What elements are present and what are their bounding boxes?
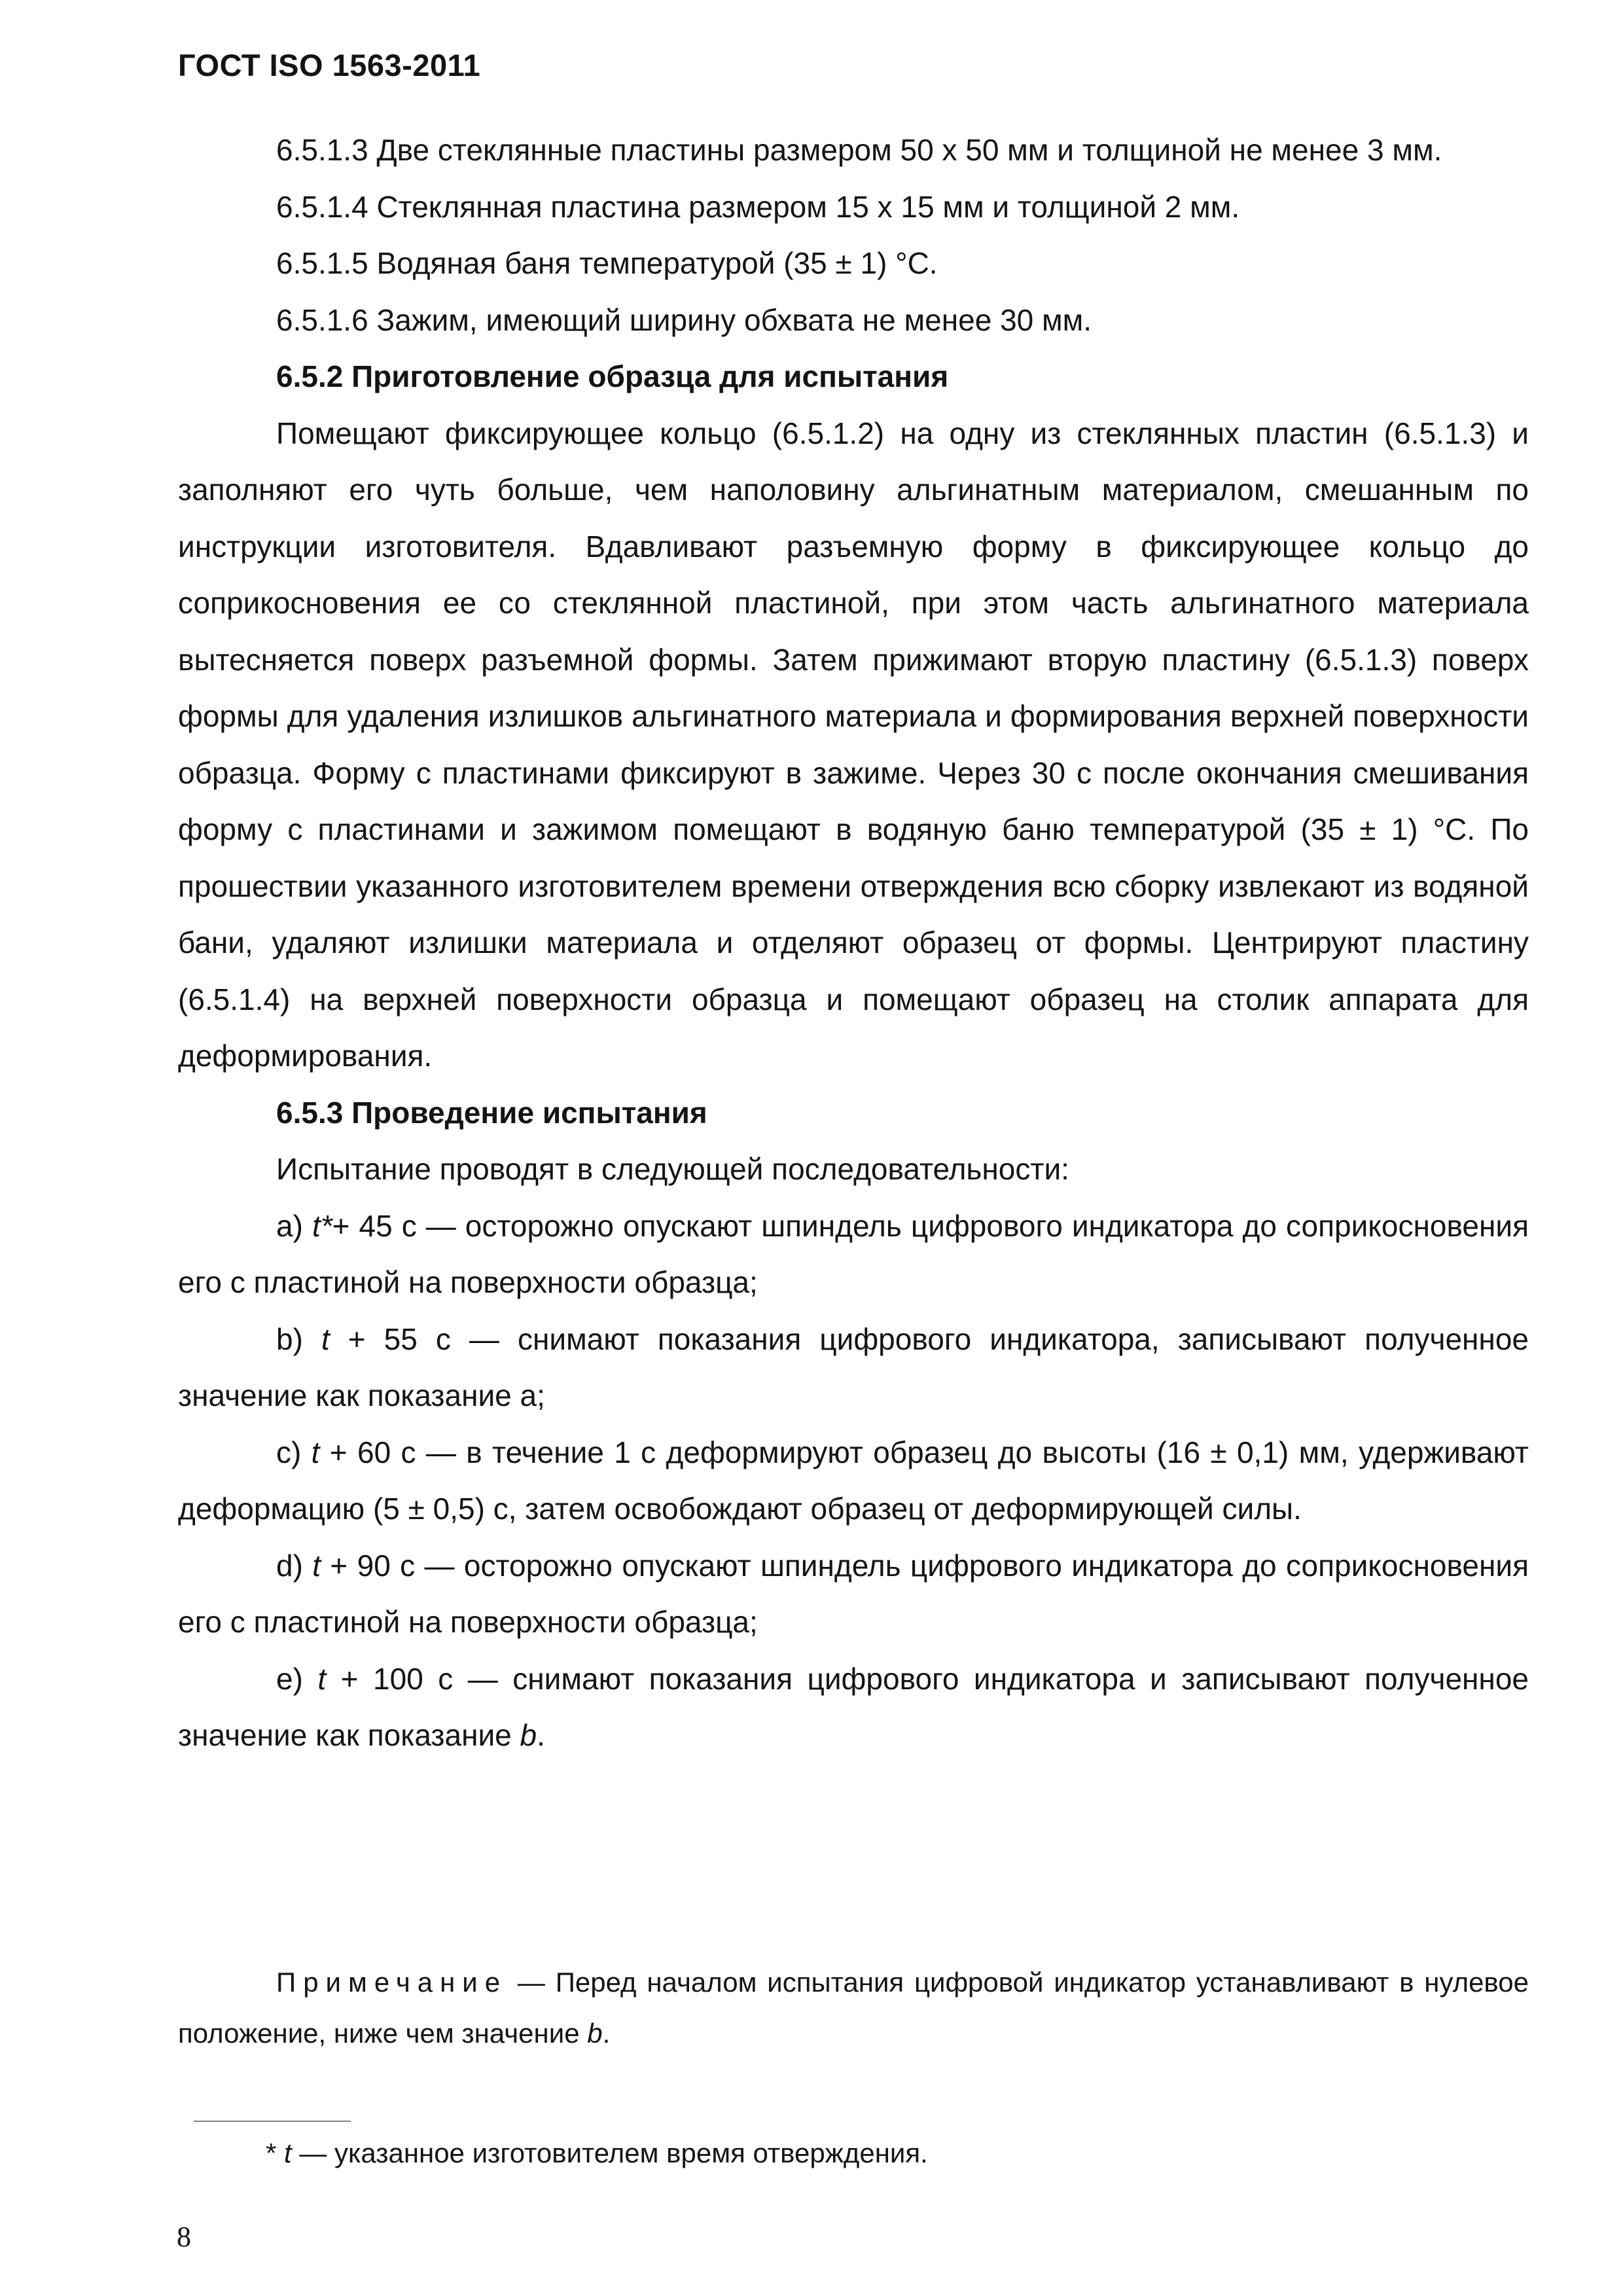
step-c <box>178 1424 1529 1537</box>
step-text: + 45 с — осторожно опускают шпиндель цифрового индикатора до соприкосновения его с пластиной на поверхности образца; <box>178 1208 1529 1299</box>
step-prefix: d) <box>276 1548 313 1583</box>
para-sample-preparation: Помещают фиксирующее кольцо (6.5.1.2) на одну из стеклянных пластин (6.5.1.3) и заполняют его чуть больше, чем наполовину альгинатным материалом, смешанным по инструкции изготовителя. Вдавливают разъемную форму в фиксирующее кольцо до соприкосновения ее со стеклянной пластиной, при этом часть альгинатного материала вытесняется поверх разъемной формы. Затем прижимают вторую пластину (6.5.1.3) поверх формы для удаления излишков альгинатного материала и формирования верхней поверхности образца. Форму с пластинами фиксируют в зажиме. Через 30 с после окончания смешивания форму с пластинами и зажимом помещают в водяную баню температурой (35 ± 1) °С. По прошествии указанного изготовителем времени отверждения всю сборку извлекают из водяной бани, удаляют излишки материала и отделяют образец от формы. Центрируют пластину (6.5.1.4) на верхней поверхности образца и помещают образец на столик аппарата для деформирования. <box>178 416 1529 1073</box>
step-prefix: a) <box>276 1208 312 1243</box>
para-6-5-1-5: 6.5.1.5 Водяная баня температурой (35 ± 1) °С. <box>276 246 938 280</box>
para-6-5-1-3: 6.5.1.3 Две стеклянные пластины размером 50 x 50 мм и толщиной не менее 3 мм. <box>276 133 1442 167</box>
document-header: ГОСТ ISO 1563-2011 <box>178 48 481 82</box>
footnote-divider <box>194 2121 351 2122</box>
note-variable: b <box>587 2018 603 2049</box>
note <box>178 1957 1529 2059</box>
step-text: + 90 с — осторожно опускают шпиндель цифрового индикатора до соприкосновения его с пластиной на поверхности образца; <box>178 1548 1529 1639</box>
step-variable: t <box>311 1435 320 1469</box>
step-text: + 55 с — снимают показания цифрового индикатора, записывают полученное значение как показание a; <box>178 1321 1529 1412</box>
step-prefix: b) <box>276 1321 321 1356</box>
para-6-5-1-6: 6.5.1.6 Зажим, имеющий ширину обхвата не менее 30 мм. <box>276 302 1092 337</box>
step-prefix: c) <box>276 1435 312 1469</box>
step-variable: t <box>321 1321 330 1356</box>
note-label: Примечание <box>276 1967 508 1998</box>
page-number: 8 <box>177 2221 191 2253</box>
step-text: + 100 с — снимают показания цифрового индикатора и записывают полученное значение как показание <box>178 1661 1529 1752</box>
step-e <box>178 1651 1529 1764</box>
step-variable: t <box>312 1548 321 1583</box>
footnote-text: — указанное изготовителем время отверждения. <box>291 2138 928 2168</box>
step-e-value-variable: b <box>520 1718 537 1752</box>
step-prefix: e) <box>276 1661 318 1696</box>
note-tail: . <box>602 2018 611 2049</box>
step-text: + 60 с — в течение 1 с деформируют образец до высоты (16 ± 0,1) мм, удерживают деформацию (5 ± 0,5) с, затем освобождают образец от деформирующей силы. <box>178 1435 1529 1526</box>
footnote-mark: * <box>266 2138 285 2168</box>
step-variable: t* <box>312 1208 332 1243</box>
step-a <box>178 1198 1529 1311</box>
step-e-tail: . <box>537 1718 545 1752</box>
footnote-variable: t <box>284 2138 292 2168</box>
step-variable: t <box>317 1661 327 1696</box>
heading-6-5-3: 6.5.3 Проведение испытания <box>276 1095 707 1130</box>
heading-6-5-2: 6.5.2 Приготовление образца для испытания <box>276 359 949 393</box>
step-b <box>178 1311 1529 1424</box>
document-body <box>178 122 1529 1764</box>
para-6-5-1-4: 6.5.1.4 Стеклянная пластина размером 15 x 15 мм и толщиной 2 мм. <box>276 189 1240 224</box>
footnote <box>266 2134 928 2173</box>
note-text: — Перед началом испытания цифровой индикатор устанавливают в нулевое положение, ниже чем значение <box>178 1967 1529 2049</box>
para-test-sequence-intro: Испытание проводят в следующей последовательности: <box>276 1152 1069 1186</box>
step-d <box>178 1537 1529 1651</box>
